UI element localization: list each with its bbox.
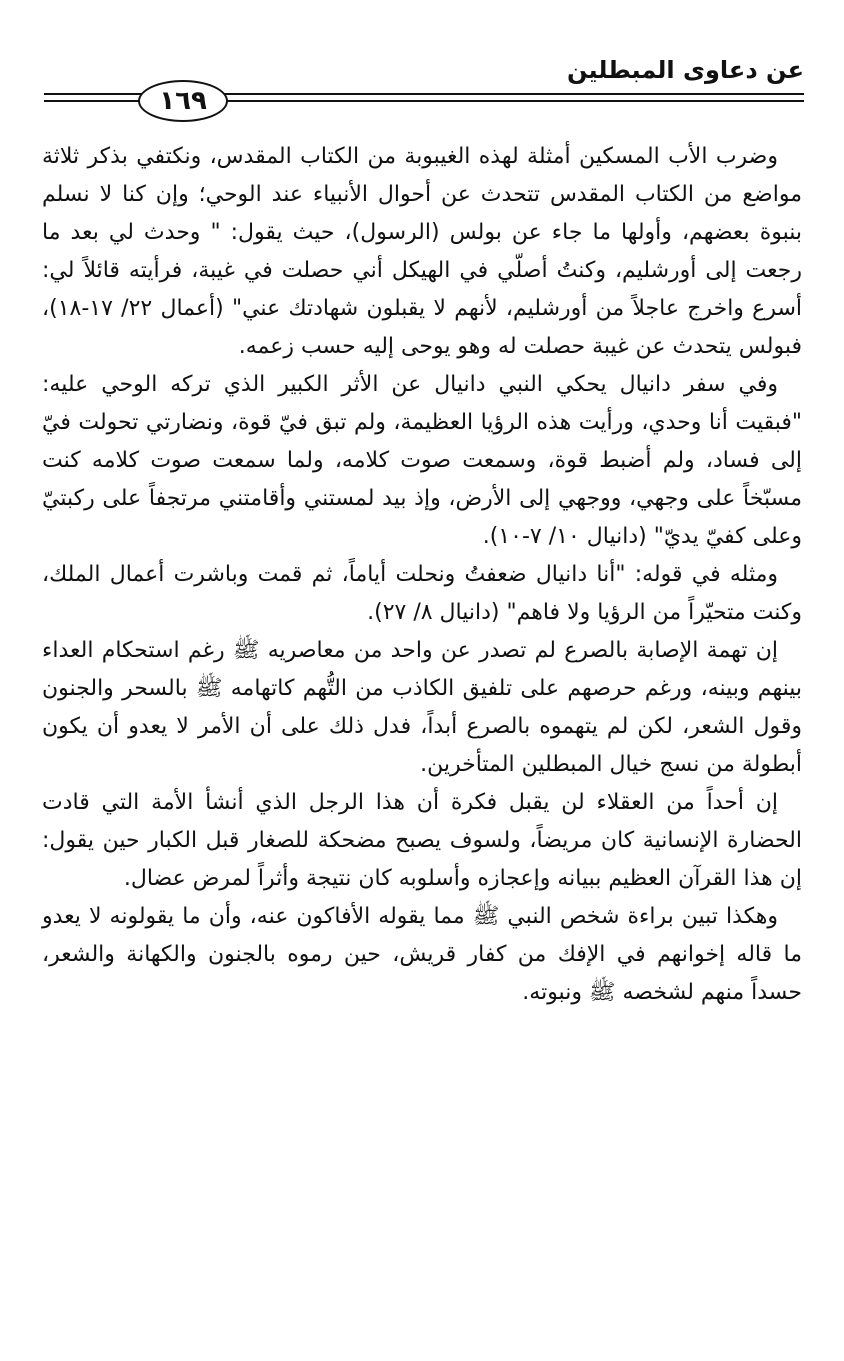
paragraph-conclusion: وهكذا تبين براءة شخص النبي ﷺ مما يقوله الأفاكون عنه، وأن ما يقولونه لا يعدو ما قاله إخوانهم في الإفك من كفار قريش، حين رموه بالجنون والكهانة والشعر، حسداً منهم لشخصه ﷺ ونبوته. [42,904,802,1005]
paragraph-reasonable-people: إن أحداً من العقلاء لن يقبل فكرة أن هذا الرجل الذي أنشأ الأمة التي قادت الحضارة الإنسانية كان مريضاً، ولسوف يصبح مضحكة للصغار قبل الكبار حين يقول: إن هذا القرآن العظيم ببيانه وإعجازه وأسلوبه كان نتيجة وأثراً لمرض عضال. [42,790,802,891]
body-text [42,138,802,1012]
paragraph-pseudo-prophecy-examples: وضرب الأب المسكين أمثلة لهذه الغيبوبة من الكتاب المقدس، ونكتفي بذكر ثلاثة مواضع من الكتاب المقدس تتحدث عن أحوال الأنبياء عند الوحي؛ وإن كنا لا نسلم بنبوة بعضهم، وأولها ما جاء عن بولس (الرسول)، حيث يقول: " وحدث لي بعد ما رجعت إلى أورشليم، وكنتُ أصلّي في الهيكل أني حصلت في غيبة، فرأيته قائلاً لي: أسرع واخرج عاجلاً من أورشليم، لأنهم لا يقبلون شهادتك عني" (أعمال ٢٢/ ١٧-١٨)، فبولس يتحدث عن غيبة حصلت له وهو يوحى إليه حسب زعمه. [42,144,802,359]
running-header-title: عن دعاوى المبطلين [566,56,804,84]
paragraph-daniel-weakness: ومثله في قوله: "أنا دانيال ضعفتُ ونحلت أياماً، ثم قمت وباشرت أعمال الملك، وكنت متحيّراً من الرؤيا ولا فاهم" (دانيال ٨/ ٢٧). [42,562,802,625]
page-number: ١٦٩ [138,80,228,122]
paragraph-daniel-vision: وفي سفر دانيال يحكي النبي دانيال عن الأثر الكبير الذي تركه الوحي عليه: "فبقيت أنا وحدي، ورأيت هذه الرؤيا العظيمة، ولم تبق فيّ قوة، ونضارتي تحولت فيّ إلى فساد، ولم أضبط قوة، وسمعت صوت كلامه، ولما سمعت صوت كلامه كنت مسبّخاً على وجهي، ووجهي إلى الأرض، وإذ بيد لمستني وأقامتني مرتجفاً على ركبتيّ وعلى كفيّ يديّ" (دانيال ١٠/ ٧-١٠). [42,372,802,549]
paragraph-epilepsy-accusation: إن تهمة الإصابة بالصرع لم تصدر عن واحد من معاصريه ﷺ رغم استحكام العداء بينهم وبينه، ورغم حرصهم على تلفيق الكاذب من التُّهم كاتهامه ﷺ بالسحر والجنون وقول الشعر، لكن لم يتهموه بالصرع أبداً، فدل ذلك على أن الأمر لا يعدو أن يكون أبطولة من نسج خيال المبطلين المتأخرين. [42,638,802,777]
